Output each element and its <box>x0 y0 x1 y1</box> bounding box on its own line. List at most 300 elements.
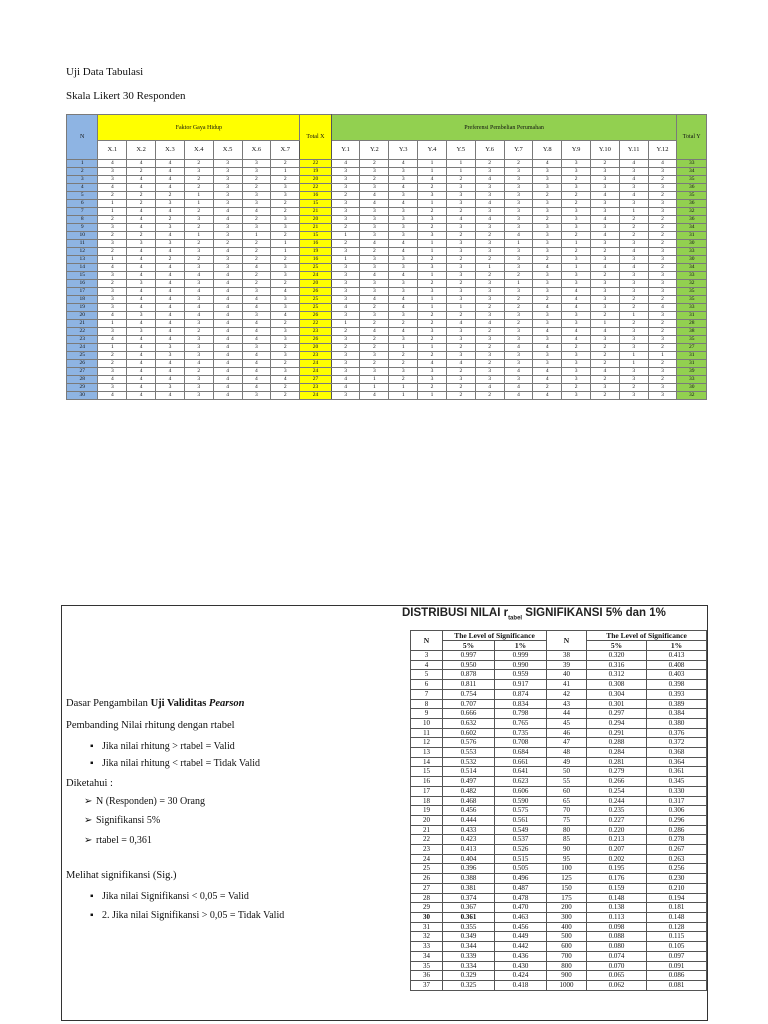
r-table-cell: 90 <box>547 845 587 855</box>
y-value: 4 <box>389 328 418 336</box>
col-header-x: X.1 <box>98 141 127 160</box>
y-value: 4 <box>590 328 619 336</box>
y-value: 2 <box>446 176 475 184</box>
y-value: 3 <box>446 192 475 200</box>
y-value: 2 <box>590 312 619 320</box>
x-value: 4 <box>127 224 156 232</box>
total-x-value: 23 <box>300 384 331 392</box>
y-value: 3 <box>475 352 504 360</box>
r-table-cell: 3 <box>411 651 443 661</box>
y-value: 3 <box>533 224 562 232</box>
x-value: 4 <box>127 304 156 312</box>
r-table-cell: 0.279 <box>587 767 647 777</box>
x-value: 4 <box>127 336 156 344</box>
y-value: 3 <box>331 296 360 304</box>
y-value: 2 <box>533 384 562 392</box>
row-number: 20 <box>67 312 98 320</box>
x-value: 4 <box>242 296 271 304</box>
x-value: 3 <box>184 296 213 304</box>
col-header-y: Y.9 <box>562 141 591 160</box>
known-significance: ➢ Signifikansi 5% <box>84 815 161 826</box>
y-value: 3 <box>504 184 533 192</box>
x-value: 3 <box>184 280 213 288</box>
r-table-cell: 0.086 <box>647 971 707 981</box>
r-table-cell: 0.235 <box>587 806 647 816</box>
y-value: 4 <box>504 392 533 400</box>
r-table-cell: 0.606 <box>495 786 547 796</box>
total-x-value: 20 <box>300 216 331 224</box>
r-table-cell: 0.380 <box>647 718 707 728</box>
y-value: 3 <box>360 256 389 264</box>
r-table-cell: 0.684 <box>495 748 547 758</box>
y-value: 3 <box>590 224 619 232</box>
x-value: 3 <box>156 384 185 392</box>
y-value: 1 <box>389 392 418 400</box>
y-value: 3 <box>475 248 504 256</box>
y-value: 2 <box>360 304 389 312</box>
r-table-cell: 0.811 <box>443 680 495 690</box>
y-value: 3 <box>504 176 533 184</box>
x-value: 3 <box>242 312 271 320</box>
y-value: 3 <box>331 360 360 368</box>
x-value: 4 <box>213 336 242 344</box>
y-value: 4 <box>504 368 533 376</box>
x-value: 3 <box>271 296 300 304</box>
y-value: 2 <box>446 232 475 240</box>
y-value: 3 <box>533 336 562 344</box>
y-value: 2 <box>504 296 533 304</box>
x-value: 3 <box>98 288 127 296</box>
r-table-row <box>411 738 707 748</box>
r-header-level-right: The Level of Significance <box>587 631 707 641</box>
r-table-cell: 0.374 <box>443 893 495 903</box>
y-value: 3 <box>562 216 591 224</box>
r-table-cell: 18 <box>411 796 443 806</box>
y-value: 3 <box>504 264 533 272</box>
x-value: 4 <box>213 360 242 368</box>
y-value: 4 <box>504 344 533 352</box>
r-table-cell: 0.230 <box>647 874 707 884</box>
x-value: 4 <box>98 184 127 192</box>
total-y-value: 30 <box>677 256 707 264</box>
y-value: 4 <box>619 248 648 256</box>
y-value: 3 <box>446 224 475 232</box>
r-table-row <box>411 806 707 816</box>
r-table-cell: 300 <box>547 912 587 922</box>
y-value: 4 <box>475 320 504 328</box>
y-value: 3 <box>475 280 504 288</box>
r-table-row <box>411 893 707 903</box>
x-value: 2 <box>98 248 127 256</box>
y-value: 3 <box>590 384 619 392</box>
total-y-value: 32 <box>677 280 707 288</box>
x-value: 4 <box>156 392 185 400</box>
y-value: 1 <box>504 240 533 248</box>
total-y-value: 33 <box>677 376 707 384</box>
r-table-cell: 0.320 <box>587 651 647 661</box>
x-value: 3 <box>156 200 185 208</box>
y-value: 2 <box>562 232 591 240</box>
y-value: 3 <box>360 288 389 296</box>
r-table-cell: 0.181 <box>647 903 707 913</box>
x-value: 4 <box>98 376 127 384</box>
y-value: 3 <box>504 328 533 336</box>
x-value: 3 <box>98 176 127 184</box>
r-table-cell: 0.195 <box>587 864 647 874</box>
y-value: 4 <box>331 160 360 168</box>
col-header-y: Y.6 <box>475 141 504 160</box>
x-value: 3 <box>184 216 213 224</box>
x-value: 4 <box>156 264 185 272</box>
col-header-y: Y.2 <box>360 141 389 160</box>
x-value: 4 <box>184 360 213 368</box>
x-value: 2 <box>127 192 156 200</box>
r-table-row <box>411 922 707 932</box>
row-number: 26 <box>67 360 98 368</box>
x-value: 4 <box>127 256 156 264</box>
y-value: 3 <box>389 264 418 272</box>
r-table-cell: 30 <box>411 912 443 922</box>
y-value: 3 <box>533 184 562 192</box>
r-table-cell: 0.532 <box>443 757 495 767</box>
y-value: 4 <box>533 304 562 312</box>
x-value: 4 <box>127 264 156 272</box>
row-number: 30 <box>67 392 98 400</box>
y-value: 3 <box>648 200 677 208</box>
y-value: 2 <box>418 256 447 264</box>
table-row <box>67 376 707 384</box>
r-table-cell: 0.389 <box>647 699 707 709</box>
y-value: 4 <box>360 328 389 336</box>
r-table-cell: 85 <box>547 835 587 845</box>
y-value: 3 <box>504 208 533 216</box>
y-value: 2 <box>360 360 389 368</box>
y-value: 3 <box>389 312 418 320</box>
y-value: 3 <box>475 224 504 232</box>
r-table-cell: 6 <box>411 680 443 690</box>
r-table-cell: 80 <box>547 825 587 835</box>
y-value: 2 <box>590 376 619 384</box>
r-table-cell: 33 <box>411 942 443 952</box>
r-table-cell: 0.537 <box>495 835 547 845</box>
r-table-cell: 0.999 <box>495 651 547 661</box>
r-table-cell: 150 <box>547 883 587 893</box>
total-x-value: 20 <box>300 280 331 288</box>
y-value: 4 <box>562 328 591 336</box>
r-table-cell: 50 <box>547 767 587 777</box>
y-value: 3 <box>590 304 619 312</box>
x-value: 2 <box>271 384 300 392</box>
r-table-cell: 0.661 <box>495 757 547 767</box>
y-value: 3 <box>590 176 619 184</box>
y-value: 3 <box>562 224 591 232</box>
y-value: 2 <box>331 240 360 248</box>
y-value: 4 <box>331 304 360 312</box>
y-value: 3 <box>619 392 648 400</box>
r-table-cell: 0.344 <box>443 942 495 952</box>
y-value: 1 <box>619 352 648 360</box>
y-value: 3 <box>446 296 475 304</box>
x-value: 3 <box>127 240 156 248</box>
y-value: 3 <box>360 312 389 320</box>
x-value: 4 <box>127 368 156 376</box>
r-table-cell: 32 <box>411 932 443 942</box>
table-row <box>67 352 707 360</box>
y-value: 4 <box>562 288 591 296</box>
r-table-cell: 0.384 <box>647 709 707 719</box>
y-value: 4 <box>590 368 619 376</box>
x-value: 4 <box>213 320 242 328</box>
y-value: 2 <box>418 336 447 344</box>
x-value: 4 <box>156 304 185 312</box>
y-value: 4 <box>418 176 447 184</box>
x-value: 3 <box>98 168 127 176</box>
y-value: 1 <box>331 320 360 328</box>
x-value: 4 <box>242 320 271 328</box>
x-value: 3 <box>213 160 242 168</box>
y-value: 2 <box>475 328 504 336</box>
r-table-cell: 0.284 <box>587 748 647 758</box>
y-value: 3 <box>389 216 418 224</box>
y-value: 1 <box>562 240 591 248</box>
validity-heading: Dasar Pengambilan Uji Validitas Pearson <box>66 698 245 709</box>
r-table-cell: 0.113 <box>587 912 647 922</box>
y-value: 2 <box>562 192 591 200</box>
r-table-cell: 500 <box>547 932 587 942</box>
tabulation-table <box>66 114 707 400</box>
y-value: 3 <box>331 184 360 192</box>
r-table-cell: 125 <box>547 874 587 884</box>
y-value: 2 <box>619 296 648 304</box>
col-header-x: X.4 <box>184 141 213 160</box>
table-header-row-1 <box>67 115 707 141</box>
x-value: 1 <box>184 200 213 208</box>
r-table-row <box>411 670 707 680</box>
header-group-y: Preferensi Pembelian Perumahan <box>331 115 677 141</box>
r-table-cell: 34 <box>411 951 443 961</box>
x-value: 3 <box>242 160 271 168</box>
x-value: 2 <box>242 280 271 288</box>
y-value: 2 <box>475 344 504 352</box>
r-table-cell: 0.408 <box>647 660 707 670</box>
x-value: 1 <box>271 248 300 256</box>
y-value: 3 <box>475 288 504 296</box>
x-value: 3 <box>127 312 156 320</box>
y-value: 3 <box>648 288 677 296</box>
y-value: 3 <box>504 200 533 208</box>
r-header-level-left: The Level of Significance <box>443 631 547 641</box>
y-value: 2 <box>648 264 677 272</box>
r-table-cell: 41 <box>547 680 587 690</box>
y-value: 2 <box>446 312 475 320</box>
y-value: 3 <box>619 288 648 296</box>
total-y-value: 33 <box>677 304 707 312</box>
y-value: 3 <box>590 240 619 248</box>
x-value: 1 <box>98 320 127 328</box>
x-value: 1 <box>98 200 127 208</box>
x-value: 4 <box>156 376 185 384</box>
r-table-cell: 0.306 <box>647 806 707 816</box>
total-x-value: 19 <box>300 168 331 176</box>
x-value: 3 <box>98 328 127 336</box>
x-value: 2 <box>271 200 300 208</box>
r-table-cell: 0.623 <box>495 777 547 787</box>
x-value: 3 <box>127 280 156 288</box>
r-table-cell: 7 <box>411 689 443 699</box>
y-value: 1 <box>331 232 360 240</box>
r-table-row <box>411 786 707 796</box>
y-value: 4 <box>533 328 562 336</box>
x-value: 3 <box>271 352 300 360</box>
row-number: 16 <box>67 280 98 288</box>
row-number: 27 <box>67 368 98 376</box>
y-value: 2 <box>418 224 447 232</box>
y-value: 1 <box>418 304 447 312</box>
r-table-row <box>411 951 707 961</box>
x-value: 2 <box>271 320 300 328</box>
r-table-row <box>411 932 707 942</box>
x-value: 1 <box>98 208 127 216</box>
y-value: 3 <box>533 288 562 296</box>
r-table-cell: 0.339 <box>443 951 495 961</box>
header-n: N <box>67 115 98 160</box>
r-table-cell: 0.468 <box>443 796 495 806</box>
x-value: 4 <box>127 384 156 392</box>
y-value: 1 <box>389 384 418 392</box>
y-value: 3 <box>562 184 591 192</box>
total-y-value: 36 <box>677 200 707 208</box>
y-value: 3 <box>619 184 648 192</box>
row-number: 21 <box>67 320 98 328</box>
x-value: 4 <box>213 208 242 216</box>
total-x-value: 25 <box>300 264 331 272</box>
r-table-cell: 0.329 <box>443 971 495 981</box>
y-value: 3 <box>562 272 591 280</box>
y-value: 1 <box>418 168 447 176</box>
r-table-cell: 100 <box>547 864 587 874</box>
table-row <box>67 224 707 232</box>
x-value: 2 <box>271 360 300 368</box>
y-value: 3 <box>360 232 389 240</box>
r-table-cell: 0.707 <box>443 699 495 709</box>
col-header-x: X.2 <box>127 141 156 160</box>
r-table-cell: 0.288 <box>587 738 647 748</box>
x-value: 2 <box>184 160 213 168</box>
y-value: 3 <box>418 288 447 296</box>
x-value: 4 <box>213 288 242 296</box>
x-value: 2 <box>271 256 300 264</box>
total-x-value: 24 <box>300 360 331 368</box>
y-value: 3 <box>590 336 619 344</box>
r-table-cell: 600 <box>547 942 587 952</box>
r-table-cell: 0.098 <box>587 922 647 932</box>
y-value: 2 <box>562 176 591 184</box>
row-number: 8 <box>67 216 98 224</box>
y-value: 3 <box>418 376 447 384</box>
y-value: 3 <box>533 208 562 216</box>
r-table-row <box>411 854 707 864</box>
r-table-cell: 55 <box>547 777 587 787</box>
table-row <box>67 160 707 168</box>
table-row <box>67 288 707 296</box>
x-value: 3 <box>213 176 242 184</box>
y-value: 3 <box>418 368 447 376</box>
x-value: 2 <box>213 240 242 248</box>
row-number: 18 <box>67 296 98 304</box>
x-value: 4 <box>127 288 156 296</box>
y-value: 4 <box>619 264 648 272</box>
y-value: 4 <box>562 296 591 304</box>
x-value: 4 <box>98 392 127 400</box>
y-value: 3 <box>475 168 504 176</box>
x-value: 4 <box>271 376 300 384</box>
y-value: 1 <box>446 160 475 168</box>
table-header-row-2 <box>67 141 707 160</box>
x-value: 3 <box>98 296 127 304</box>
y-value: 2 <box>389 320 418 328</box>
y-value: 2 <box>648 344 677 352</box>
y-value: 3 <box>619 200 648 208</box>
y-value: 2 <box>619 224 648 232</box>
x-value: 2 <box>98 232 127 240</box>
y-value: 4 <box>475 384 504 392</box>
r-table-row <box>411 777 707 787</box>
y-value: 2 <box>533 296 562 304</box>
r-table-header <box>411 631 707 641</box>
y-value: 3 <box>562 320 591 328</box>
x-value: 3 <box>213 264 242 272</box>
y-value: 3 <box>648 256 677 264</box>
x-value: 3 <box>213 184 242 192</box>
r-table-cell: 0.210 <box>647 883 707 893</box>
y-value: 1 <box>389 344 418 352</box>
y-value: 3 <box>590 200 619 208</box>
y-value: 3 <box>533 168 562 176</box>
y-value: 3 <box>504 360 533 368</box>
r-table-cell: 1000 <box>547 980 587 990</box>
x-value: 3 <box>271 184 300 192</box>
r-table-cell: 0.526 <box>495 845 547 855</box>
table-body <box>67 160 707 400</box>
y-value: 2 <box>360 160 389 168</box>
y-value: 1 <box>331 256 360 264</box>
y-value: 2 <box>446 208 475 216</box>
x-value: 2 <box>242 256 271 264</box>
total-x-value: 16 <box>300 256 331 264</box>
y-value: 2 <box>475 360 504 368</box>
x-value: 4 <box>242 304 271 312</box>
r-table-cell: 0.291 <box>587 728 647 738</box>
y-value: 4 <box>331 384 360 392</box>
y-value: 3 <box>648 280 677 288</box>
x-value: 2 <box>156 192 185 200</box>
y-value: 3 <box>504 336 533 344</box>
y-value: 3 <box>504 352 533 360</box>
y-value: 3 <box>504 168 533 176</box>
y-value: 2 <box>619 216 648 224</box>
rule-valid: ▪ Jika nilai rhitung > rtabel = Valid <box>90 741 235 752</box>
r-table-row <box>411 971 707 981</box>
y-value: 2 <box>418 184 447 192</box>
r-table-row <box>411 912 707 922</box>
r-table-cell: 0.159 <box>587 883 647 893</box>
row-number: 12 <box>67 248 98 256</box>
r-table-cell: 700 <box>547 951 587 961</box>
x-value: 4 <box>156 208 185 216</box>
r-table-cell: 35 <box>411 961 443 971</box>
x-value: 4 <box>156 184 185 192</box>
r-table-row <box>411 835 707 845</box>
